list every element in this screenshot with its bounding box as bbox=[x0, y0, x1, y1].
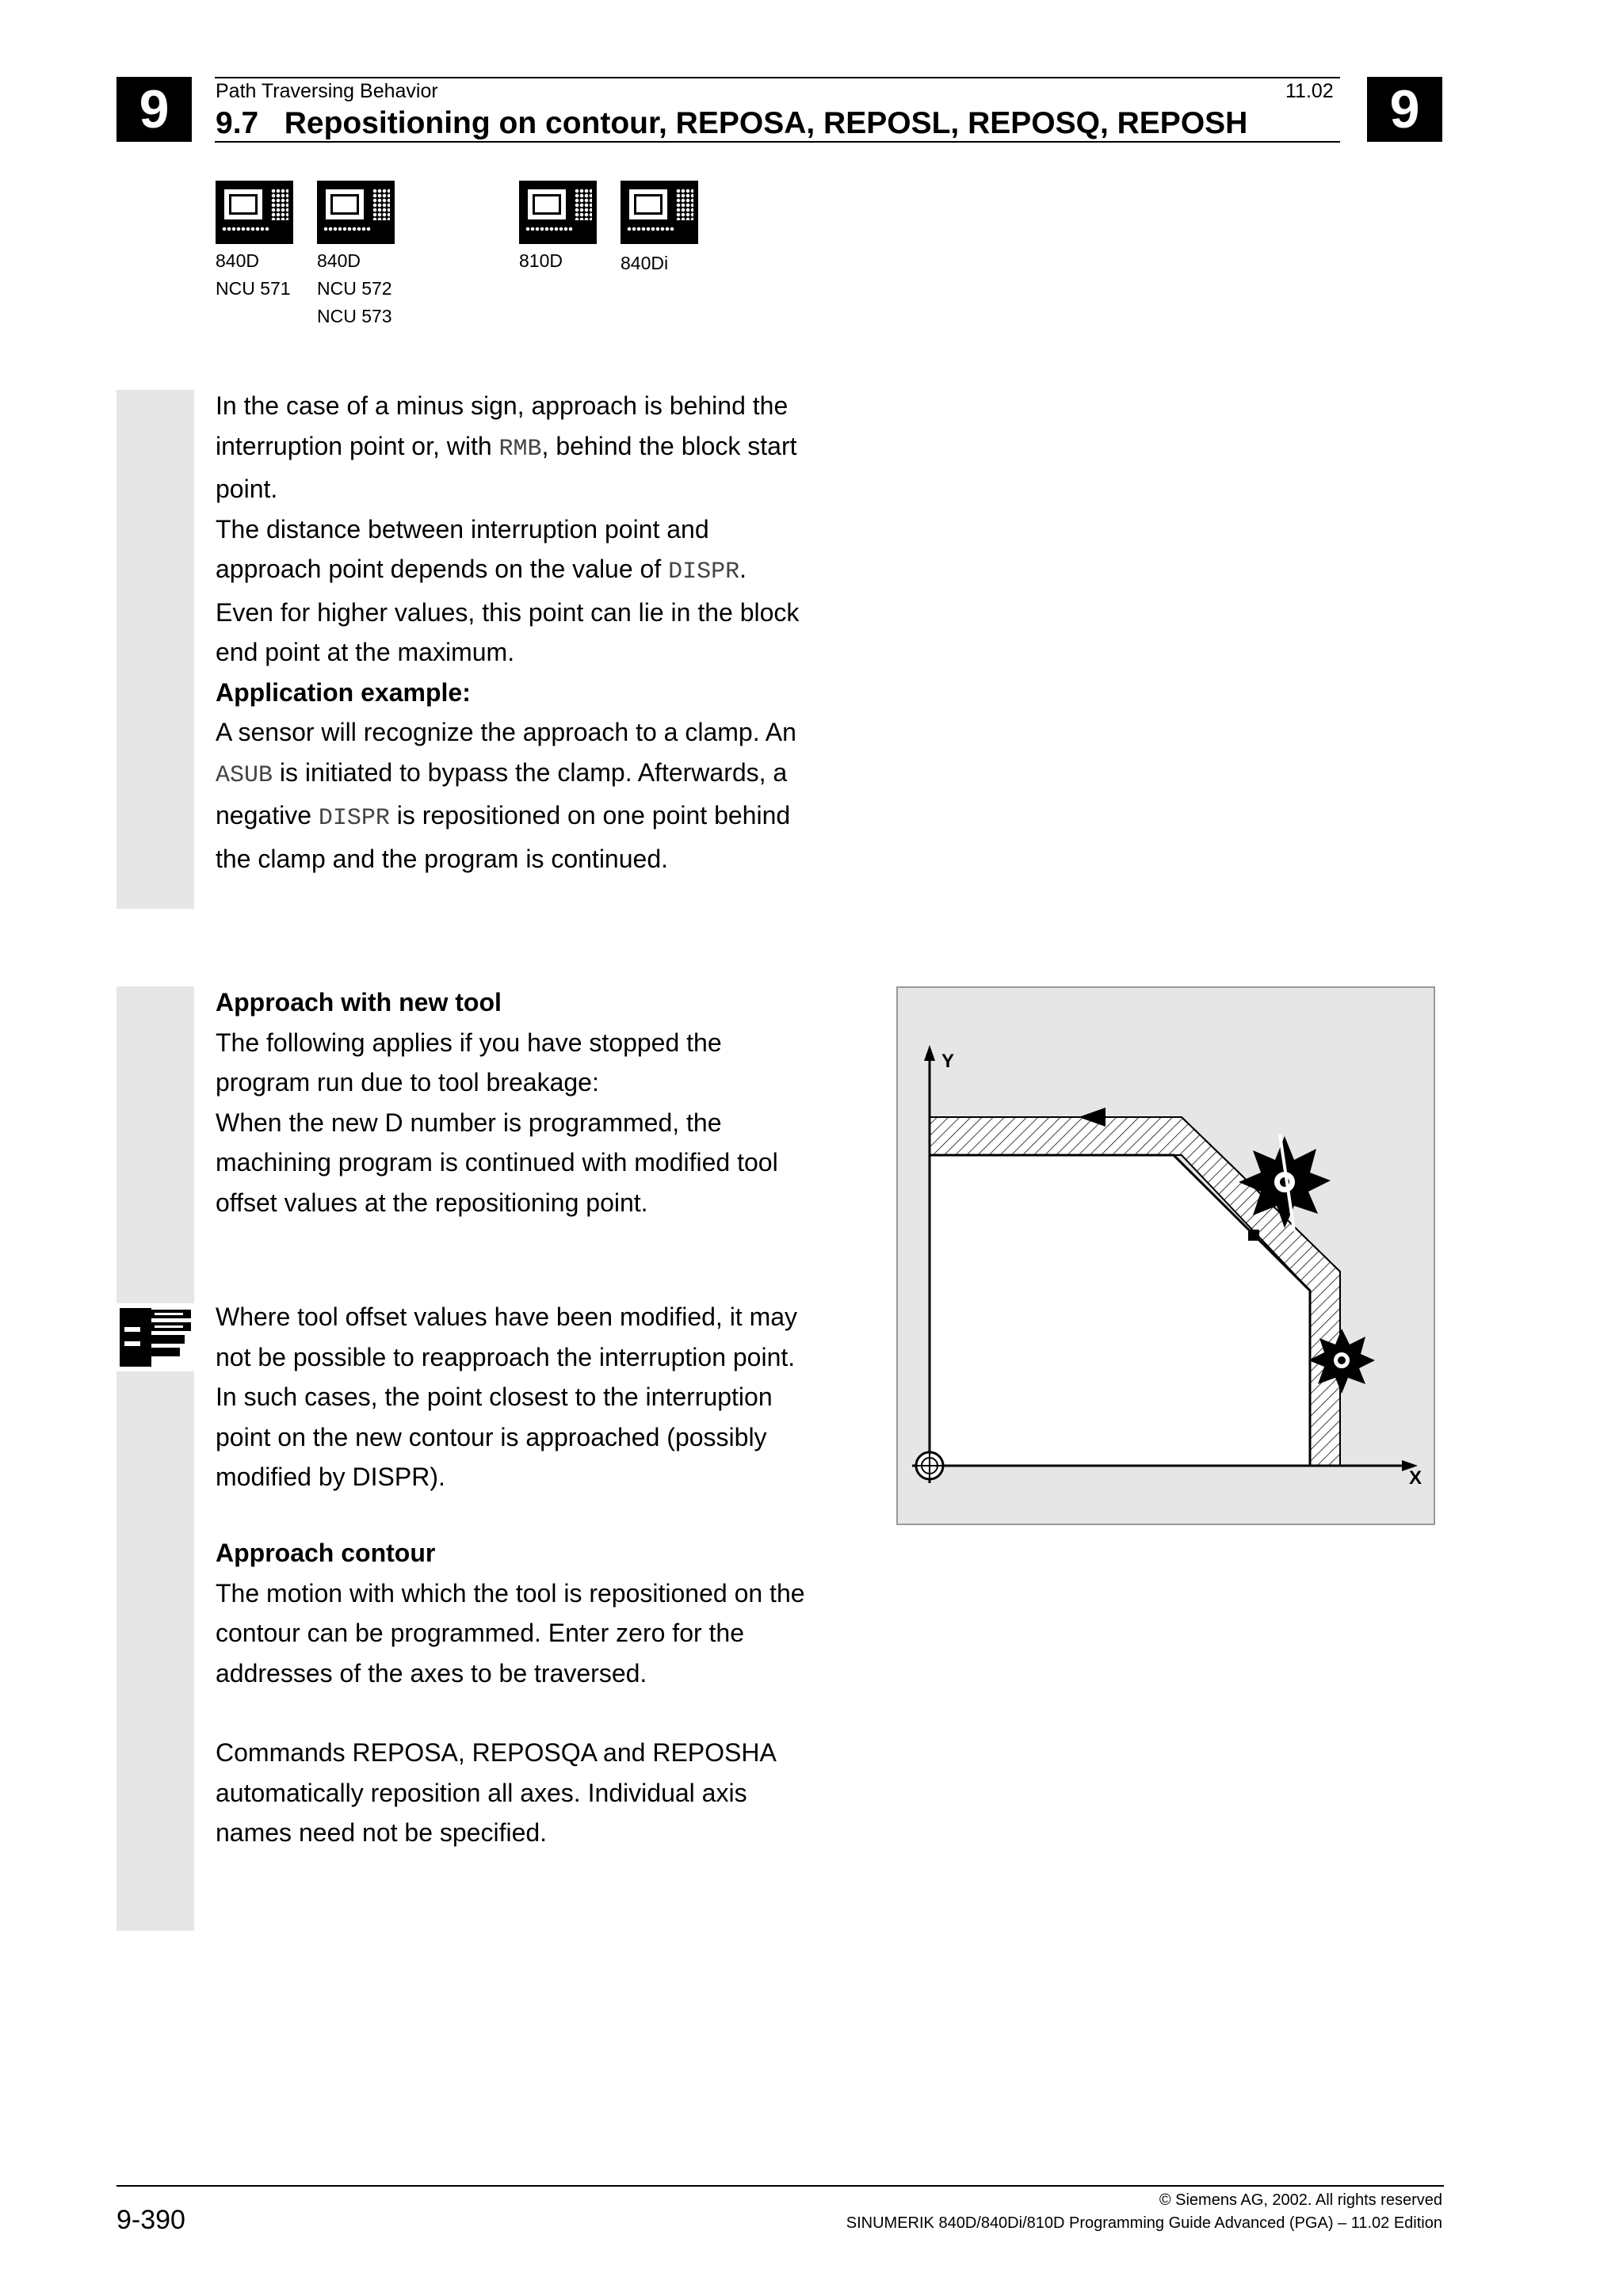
control-label-840di: 840Di bbox=[621, 253, 669, 273]
text-line: automatically reposition all axes. Individual axis bbox=[216, 1778, 747, 1807]
page-heading: 9.7 Repositioning on contour, REPOSA, REPOSL, REPOSQ, REPOSH bbox=[216, 106, 1248, 140]
contour-diagram-svg bbox=[898, 988, 1434, 1524]
x-axis-label: X bbox=[1409, 1467, 1423, 1489]
pointing-hand-icon bbox=[116, 1303, 194, 1371]
contour-diagram bbox=[896, 986, 1435, 1525]
text-line: Where tool offset values have been modified, it may bbox=[216, 1302, 798, 1331]
control-label-840d-ncu571: 840D NCU 571 bbox=[216, 250, 291, 299]
text-line: end point at the maximum. bbox=[216, 638, 515, 666]
control-panel-icon bbox=[519, 181, 597, 244]
control-panel-icon bbox=[621, 181, 698, 244]
y-axis-arrow-icon bbox=[924, 1045, 935, 1061]
text-line: ASUB is initiated to bypass the clamp. Afterwards, a bbox=[216, 757, 788, 789]
spacer bbox=[216, 1693, 865, 1733]
text-line: not be possible to reapproach the interruption point. bbox=[216, 1342, 796, 1371]
text-line: contour can be programmed. Enter zero for the bbox=[216, 1619, 745, 1647]
text-line: program run due to tool breakage: bbox=[216, 1068, 599, 1097]
application-example-heading: Application example: bbox=[216, 677, 471, 707]
text-block-new-tool bbox=[216, 982, 865, 1222]
text-line: negative DISPR is repositioned on one point behind bbox=[216, 801, 791, 832]
text-line: The motion with which the tool is repositioned on the bbox=[216, 1578, 805, 1608]
control-label-810d: 810D bbox=[519, 250, 563, 271]
footer-rule bbox=[116, 2185, 1444, 2187]
control-panel-icon bbox=[317, 181, 395, 244]
chapter-number-badge-left: 9 bbox=[116, 77, 192, 142]
text-block-approach-contour bbox=[216, 1533, 865, 1853]
text-line: modified by DISPR). bbox=[216, 1463, 445, 1491]
text-line: approach point depends on the value of DISPR. bbox=[216, 555, 747, 585]
copyright-notice: © Siemens AG, 2002. All rights reserved bbox=[1159, 2191, 1442, 2209]
text-line: The following applies if you have stopped the bbox=[216, 1028, 722, 1057]
approach-contour-heading: Approach contour bbox=[216, 1539, 436, 1567]
margin-bar bbox=[116, 390, 194, 909]
control-label-840d-ncu572: 840D NCU 572 NCU 573 bbox=[317, 250, 392, 326]
text-line: Commands REPOSA, REPOSQA and REPOSHA bbox=[216, 1738, 777, 1767]
approach-new-tool-heading: Approach with new tool bbox=[216, 988, 502, 1016]
text-line: In such cases, the point closest to the interruption bbox=[216, 1383, 773, 1411]
code-dispr: DISPR bbox=[668, 559, 740, 585]
note-text bbox=[216, 1297, 865, 1497]
text-line: When the new D number is programmed, the bbox=[216, 1108, 722, 1137]
text-line: the clamp and the program is continued. bbox=[216, 844, 668, 873]
control-panel-icon bbox=[216, 181, 293, 244]
text-line: In the case of a minus sign, approach is behind the bbox=[216, 391, 789, 420]
text-line: offset values at the repositioning point. bbox=[216, 1188, 648, 1217]
page-number: 9-390 bbox=[116, 2205, 185, 2235]
text-line: addresses of the axes to be traversed. bbox=[216, 1658, 647, 1688]
chapter-number-badge-right: 9 bbox=[1367, 77, 1442, 142]
text-line: interruption point or, with RMB, behind the block start bbox=[216, 431, 797, 463]
code-dispr: DISPR bbox=[318, 805, 390, 832]
section-title: Path Traversing Behavior bbox=[216, 80, 438, 102]
header-top-rule bbox=[215, 77, 1340, 78]
text-line: machining program is continued with modified tool bbox=[216, 1148, 778, 1177]
text-line: A sensor will recognize the approach to a clamp. An bbox=[216, 718, 796, 746]
text-line: The distance between interruption point and bbox=[216, 514, 709, 543]
edition-notice: SINUMERIK 840D/840Di/810D Programming Guide Advanced (PGA) – 11.02 Edition bbox=[846, 2214, 1442, 2232]
text-block-minus-sign bbox=[216, 386, 865, 879]
code-asub: ASUB bbox=[216, 761, 273, 789]
edition-date: 11.02 bbox=[1285, 80, 1334, 102]
text-line: Even for higher values, this point can lie in the block bbox=[216, 597, 800, 627]
y-axis-label: Y bbox=[941, 1051, 955, 1072]
code-rmb: RMB bbox=[498, 435, 542, 463]
text-line: names need not be specified. bbox=[216, 1818, 548, 1847]
text-line: point. bbox=[216, 475, 278, 503]
margin-bar bbox=[116, 986, 194, 1931]
header-bottom-rule bbox=[215, 141, 1340, 143]
text-line: point on the new contour is approached (possibly bbox=[216, 1422, 767, 1451]
